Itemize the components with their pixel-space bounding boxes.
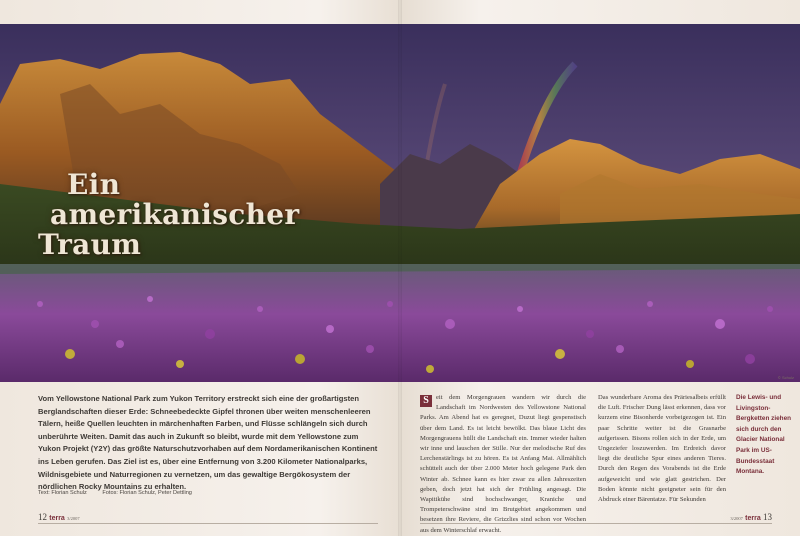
headline-line-2: amerikanischer <box>50 198 300 231</box>
folio-right <box>730 512 772 522</box>
footer-rule-right <box>420 523 772 524</box>
footer-rule-left <box>38 523 378 524</box>
magazine-logo-left: terra <box>49 515 65 522</box>
drop-cap: S <box>420 395 432 407</box>
page-number-right: 13 <box>763 512 772 522</box>
body-column-2: Das wunderbare Aroma des Präriesalbeis erfüllt die Luft. Frischer Dung lässt erkennen, dass vor kurzem eine Bisonherde vorbeigezogen ist. Ein paar Schritte weiter ist die Grasnarbe aufgerissen. Bisons rollen sich in der Erde, um Ungeziefer loszuwerden. Im Erdreich davor liegt die deutliche Spur eines anderen Tieres. Durch den Regen des Vorabends ist die Erde aufgeweicht und wie glatt gestrichen. Der Boden könnte nicht geeigneter sein für den Abdruck einer Bärentatze. Für Sekunden <box>598 394 726 504</box>
intro-paragraph: Vom Yellowstone National Park zum Yukon Territory erstreckt sich eine der großartigsten Berglandschaften dieser Erde: Schneebedeckte Gipfel thronen über weiten menschenleeren Tälern, heiße Quellen leuchten in märchenhaften Farben, und Flüsse schlängeln sich durch unberührte Weiten. Damit das auch in Zukunft so bleibt, wurde mit dem Yellowstone zum Yukon Projekt (Y2Y) das größte Naturschutzvorhaben auf dem Nordamerikanischen Kontinent ins Leben gerufen. Das Ziel ist es, über eine Entfernung von 3.200 Kilometer Nationalparks, Wildnisgebiete und Naturregionen zu vernetzen, um das gewaltige Bergökosystem der nördlichen Rocky Mountains zu erhalten. <box>38 394 378 492</box>
issue-right: 3/2007 <box>730 516 743 521</box>
headline-line-3: Traum <box>38 228 142 261</box>
photo-caption: Die Lewis- und Livingston-Bergketten ziehen sich durch den Glacier National Park im US-Bundesstaat Montana. <box>736 394 792 476</box>
folio-left <box>38 512 80 522</box>
headline <box>38 170 368 260</box>
photo-credit: © Schulz <box>777 375 794 380</box>
page-number-left: 12 <box>38 512 47 522</box>
body-text <box>420 393 726 534</box>
column-1-text: eit dem Morgengrauen wandern wir durch die Landschaft im Nordwesten des Yellowstone National Parks. Am Abend hat es geregnet, Duzut liegt gespenstisch über dem Land. Es ist leicht bewölkt. Das blaue Licht des Morgengrauens hüllt die Landschaft ein. Immer wieder halten wir inne und lauschen der Stille. Nur der melodische Ruf des Lerchenstärlings ist zu hören. Es ist Anfang Mai. Allmählich schüttelt auch der über 2.000 Meter hoch gelegene Park den Winter ab. Schnee kann es hier zwar zu allen Jahreszeiten geben, doch jetzt hat sich der Frühling angesagt. Die Wapitikühe sind hochschwanger, Kraniche und Trompeterschwäne sind im Brutgebiet angekommen und besetzen ihre Reviere, die Grizzlies sind schon vor Wochen aus dem Winterschlaf erwacht. <box>420 394 586 534</box>
body-column-1 <box>420 393 586 536</box>
author-credits <box>38 490 206 496</box>
text-credit: Text: Florian Schulz <box>38 490 87 496</box>
headline-line-1: Ein <box>67 168 121 201</box>
page-gutter <box>398 0 402 536</box>
photo-credit-line: Fotos: Florian Schulz, Peter Dettling <box>102 490 192 496</box>
issue-left: 3/2007 <box>67 516 80 521</box>
magazine-logo-right: terra <box>745 515 761 522</box>
